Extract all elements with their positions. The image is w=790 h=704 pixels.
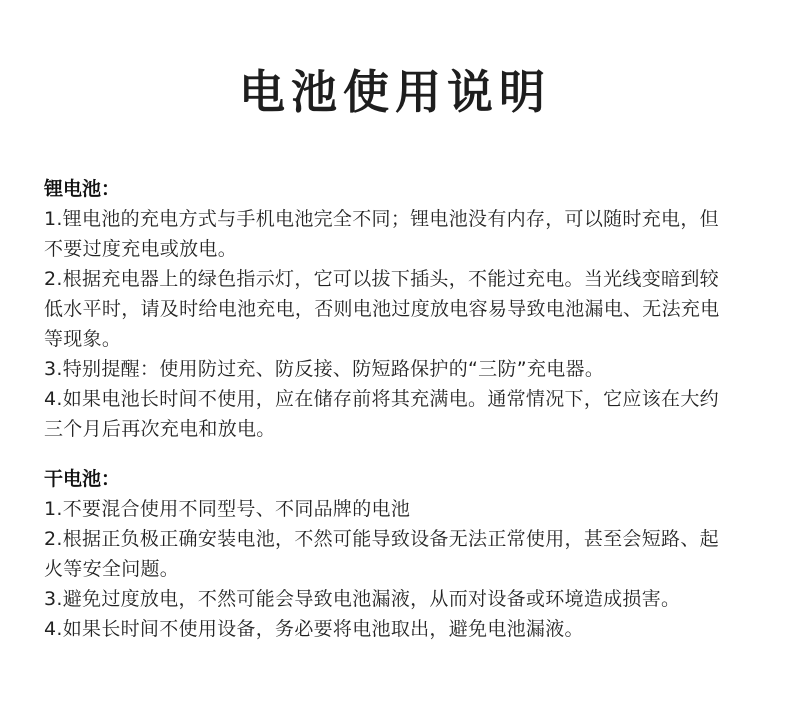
- page-title: 电池使用说明: [239, 65, 551, 119]
- lithium-item-4: 4.如果电池长时间不使用，应在储存前将其充满电。通常情况下，它应该在大约三个月后再次充电和放电。: [44, 388, 719, 440]
- lithium-battery-section: [44, 174, 734, 444]
- dry-item-2: 2.根据正负极正确安装电池，不然可能导致设备无法正常使用，甚至会短路、起火等安全问题。: [44, 528, 719, 580]
- dry-item-4: 4.如果长时间不使用设备，务必要将电池取出，避免电池漏液。: [44, 618, 584, 640]
- lithium-item-2: 2.根据充电器上的绿色指示灯，它可以拔下插头，不能过充电。当光线变暗到较低水平时，请及时给电池充电，否则电池过度放电容易导致电池漏电、无法充电等现象。: [44, 268, 720, 350]
- lithium-item-3: 3.特别提醒：使用防过充、防反接、防短路保护的“三防”充电器。: [44, 358, 605, 380]
- dry-battery-section: [44, 464, 734, 644]
- lithium-item-1: 1.锂电池的充电方式与手机电池完全不同；锂电池没有内存，可以随时充电，但不要过度充电或放电。: [44, 208, 719, 260]
- lithium-battery-heading: 锂电池：: [44, 178, 121, 200]
- dry-battery-heading: 干电池：: [44, 468, 121, 490]
- dry-item-1: 1.不要混合使用不同型号、不同品牌的电池: [44, 498, 411, 520]
- dry-item-3: 3.避免过度放电，不然可能会导致电池漏液，从而对设备或环境造成损害。: [44, 588, 681, 610]
